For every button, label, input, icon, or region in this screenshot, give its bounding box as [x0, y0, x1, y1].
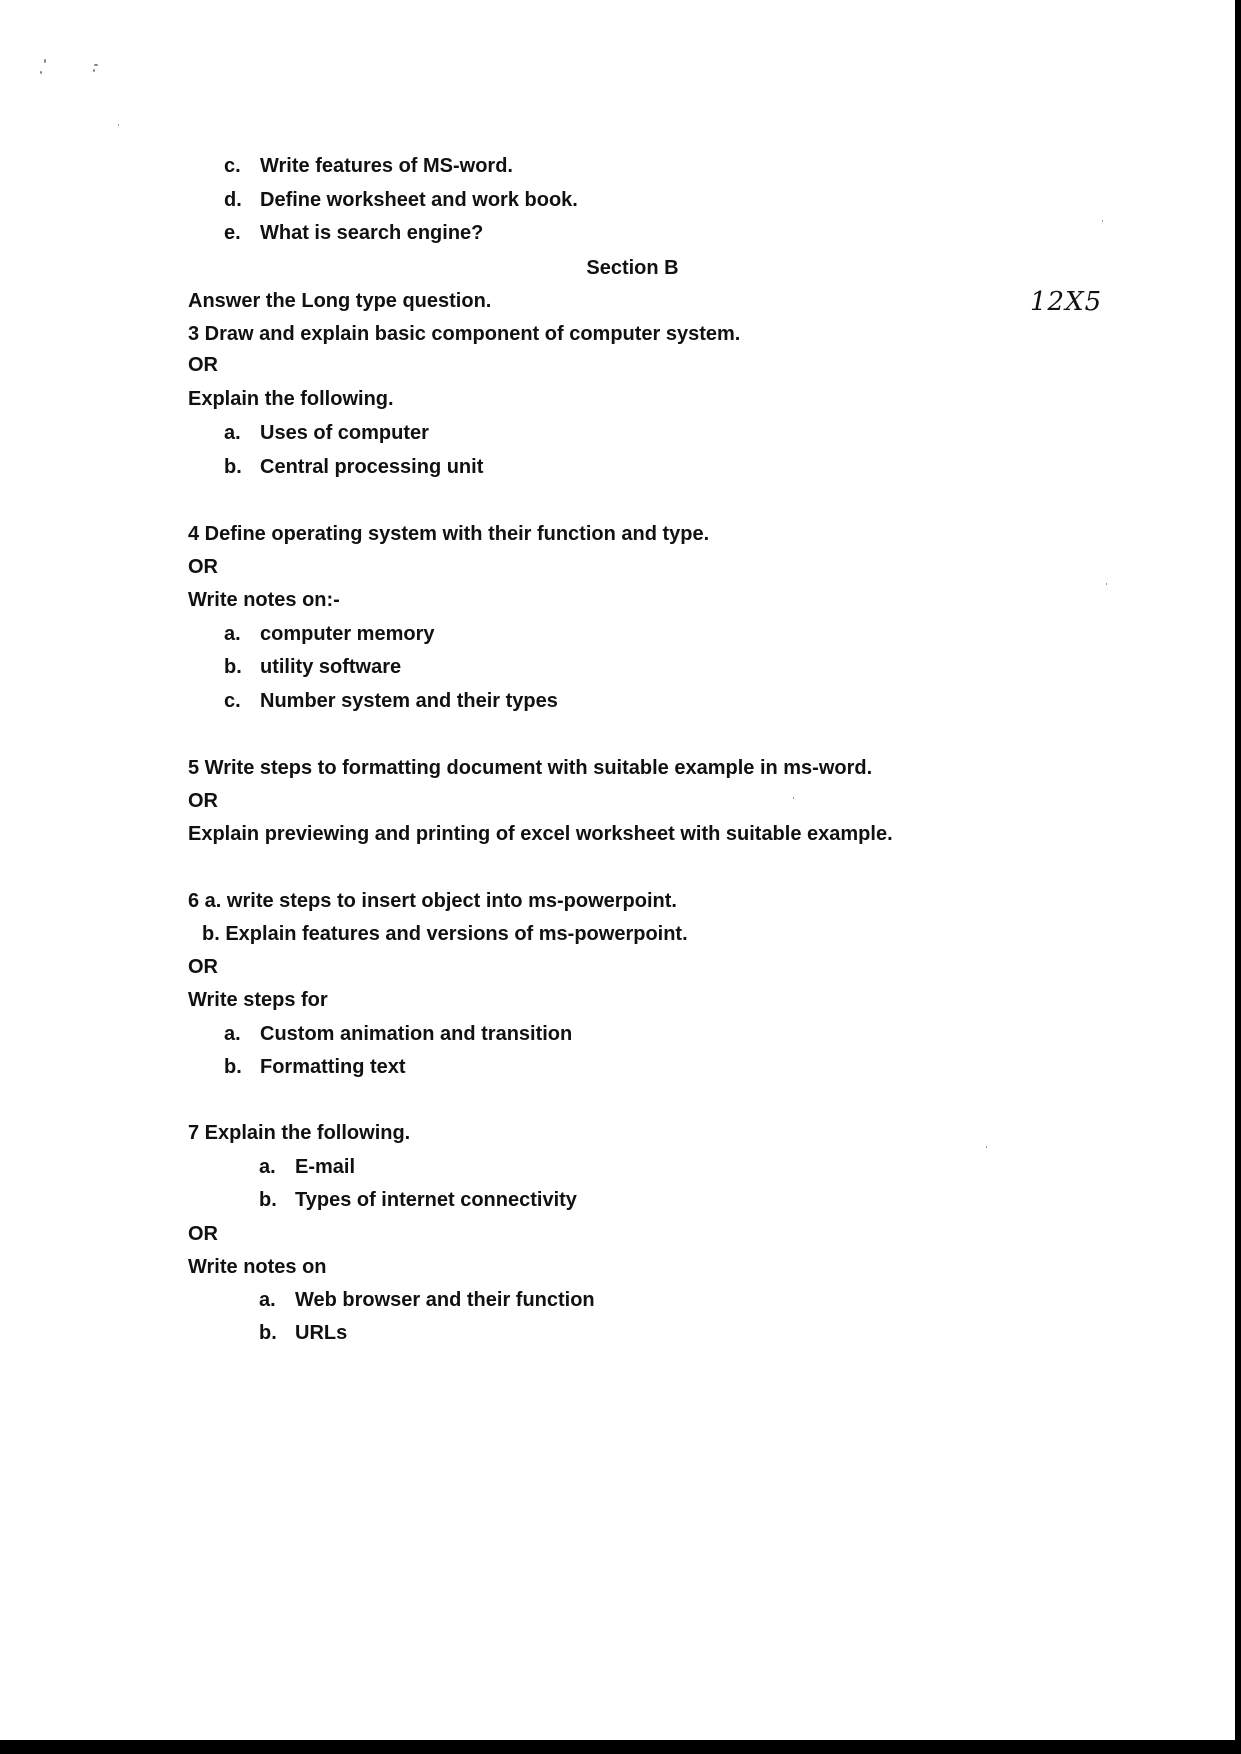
item-text: Custom animation and transition [260, 1023, 573, 1045]
question-item-d [224, 188, 578, 212]
question-3-alternative: Explain the following. [188, 388, 394, 410]
sub-item [224, 689, 558, 713]
or-separator: OR [188, 1223, 218, 1245]
sub-item [224, 622, 435, 646]
item-marker: b. [224, 656, 242, 678]
item-marker: a. [259, 1289, 276, 1311]
sub-item [224, 455, 483, 479]
item-text: URLs [295, 1322, 348, 1344]
item-marker: d. [224, 189, 242, 211]
section-heading: Section B [586, 257, 679, 279]
sub-item [224, 421, 429, 445]
question-6-part-a: 6 a. write steps to insert object into ms-powerpoint. [188, 890, 677, 912]
question-5: 5 Write steps to formatting document with suitable example in ms-word. [188, 757, 873, 779]
sub-item [224, 1055, 406, 1079]
item-text: utility software [260, 656, 402, 678]
item-text: What is search engine? [260, 222, 484, 244]
or-separator: OR [188, 354, 218, 376]
scan-speck [1106, 583, 1107, 585]
item-marker: a. [224, 422, 241, 444]
question-item-c [224, 154, 513, 178]
question-6-alternative: Write steps for [188, 989, 328, 1011]
item-marker: b. [224, 1056, 242, 1078]
scan-speck [93, 69, 95, 72]
question-7: 7 Explain the following. [188, 1122, 411, 1144]
item-marker: b. [259, 1322, 277, 1344]
item-marker: c. [224, 690, 241, 712]
scan-speck [94, 64, 98, 66]
question-5-alternative: Explain previewing and printing of excel worksheet with suitable example. [188, 823, 893, 845]
question-item-e [224, 221, 483, 245]
item-text: Number system and their types [260, 690, 558, 712]
sub-item [224, 1022, 572, 1046]
item-marker: a. [224, 1023, 241, 1045]
item-marker: b. [259, 1189, 277, 1211]
sub-item [259, 1188, 577, 1212]
scan-speck [40, 71, 42, 74]
question-7-alternative: Write notes on [188, 1256, 327, 1278]
item-marker: b. [224, 456, 242, 478]
handwritten-marks-note: 12X5 [1030, 287, 1103, 317]
item-text: Web browser and their function [295, 1289, 595, 1311]
question-4-alternative: Write notes on:- [188, 589, 340, 611]
scan-speck [793, 797, 794, 799]
scan-speck [1102, 220, 1103, 222]
sub-item [224, 655, 401, 679]
item-text: Formatting text [260, 1056, 406, 1078]
item-text: Central processing unit [260, 456, 484, 478]
question-4: 4 Define operating system with their function and type. [188, 523, 710, 545]
item-marker: e. [224, 222, 241, 244]
item-marker: a. [224, 623, 241, 645]
item-marker: c. [224, 155, 241, 177]
or-separator: OR [188, 556, 218, 578]
item-text: Types of internet connectivity [295, 1189, 577, 1211]
item-text: Uses of computer [260, 422, 429, 444]
item-text: E-mail [295, 1156, 356, 1178]
item-text: computer memory [260, 623, 435, 645]
sub-item [259, 1321, 347, 1345]
question-3: 3 Draw and explain basic component of computer system. [188, 323, 741, 345]
scan-speck [986, 1146, 987, 1148]
scan-speck [44, 59, 46, 63]
scan-speck [118, 124, 119, 126]
question-6-part-b: b. Explain features and versions of ms-powerpoint. [202, 923, 688, 945]
section-instruction: Answer the Long type question. [188, 290, 492, 312]
sub-item [259, 1288, 595, 1312]
item-marker: a. [259, 1156, 276, 1178]
or-separator: OR [188, 790, 218, 812]
item-text: Write features of MS-word. [260, 155, 513, 177]
or-separator: OR [188, 956, 218, 978]
item-text: Define worksheet and work book. [260, 189, 578, 211]
sub-item [259, 1155, 355, 1179]
